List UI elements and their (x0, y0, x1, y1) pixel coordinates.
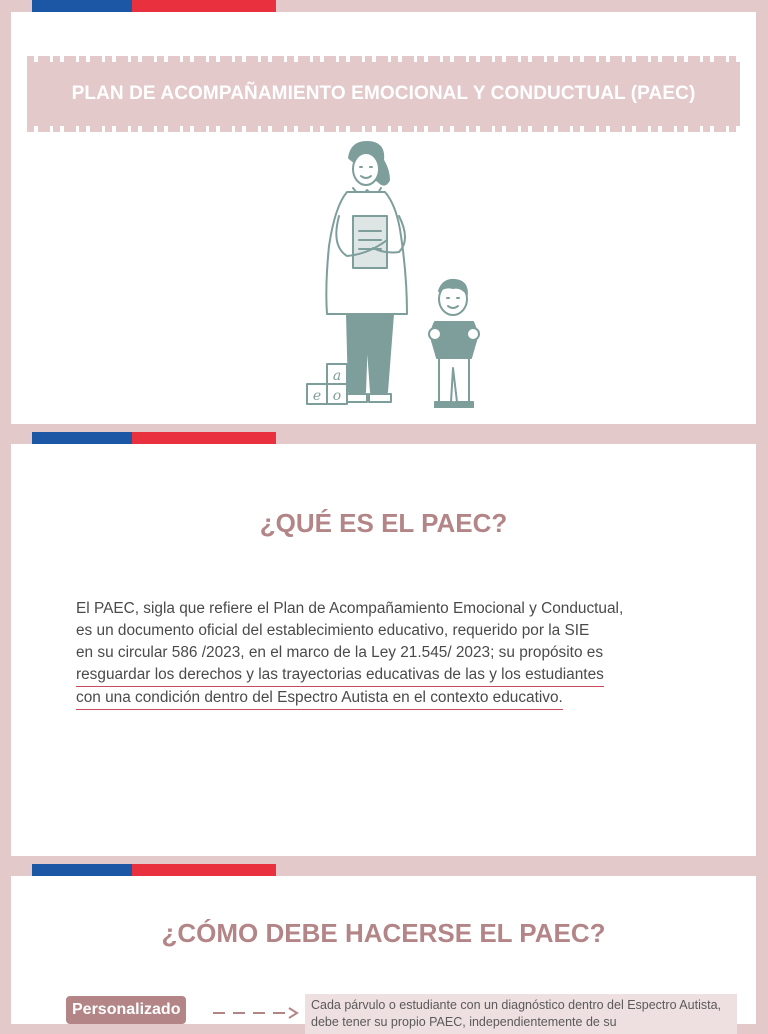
paragraph-line: en su circular 586 /2023, en el marco de la Ley 21.545/ 2023; su propósito es (76, 644, 604, 661)
block-letter-e: e (312, 388, 322, 404)
paragraph-line-underlined: con una condición dentro del Espectro Autista en el contexto educativo. (76, 687, 563, 710)
section-heading: ¿QUÉ ES EL PAEC? (259, 508, 508, 538)
slide-cover (11, 12, 756, 424)
paragraph-line: es un documento oficial del establecimiento educativo, requerido por la SIE (76, 622, 590, 639)
slide-what-is-paec (11, 444, 756, 856)
teacher-and-child-illustration (289, 136, 499, 408)
dashed-arrow-icon (211, 1006, 301, 1020)
personalized-description: Cada párvulo o estudiante con un diagnóstico dentro del Espectro Autista, debe tener su propio PAEC, independientemente de su (305, 994, 737, 1034)
title-banner (27, 62, 740, 126)
flag-strip (32, 0, 276, 12)
paragraph-line: El PAEC, sigla que refiere el Plan de Acompañamiento Emocional y Conductual, (76, 600, 624, 617)
block-letter-a: a (332, 368, 342, 384)
personalized-label: Personalizado (66, 996, 186, 1024)
page-title: PLAN DE ACOMPAÑAMIENTO EMOCIONAL Y CONDUCTUAL (PAEC) (71, 83, 696, 104)
flag-strip (32, 432, 276, 444)
section-heading: ¿CÓMO DEBE HACERSE EL PAEC? (161, 918, 606, 948)
definition-paragraph (76, 598, 698, 710)
paragraph-line-underlined: resguardar los derechos y las trayectorias educativas de las y los estudiantes (76, 664, 604, 687)
flag-strip (32, 864, 276, 876)
block-letter-o: o (332, 388, 342, 404)
slide-how-to-make-paec (11, 876, 756, 1029)
